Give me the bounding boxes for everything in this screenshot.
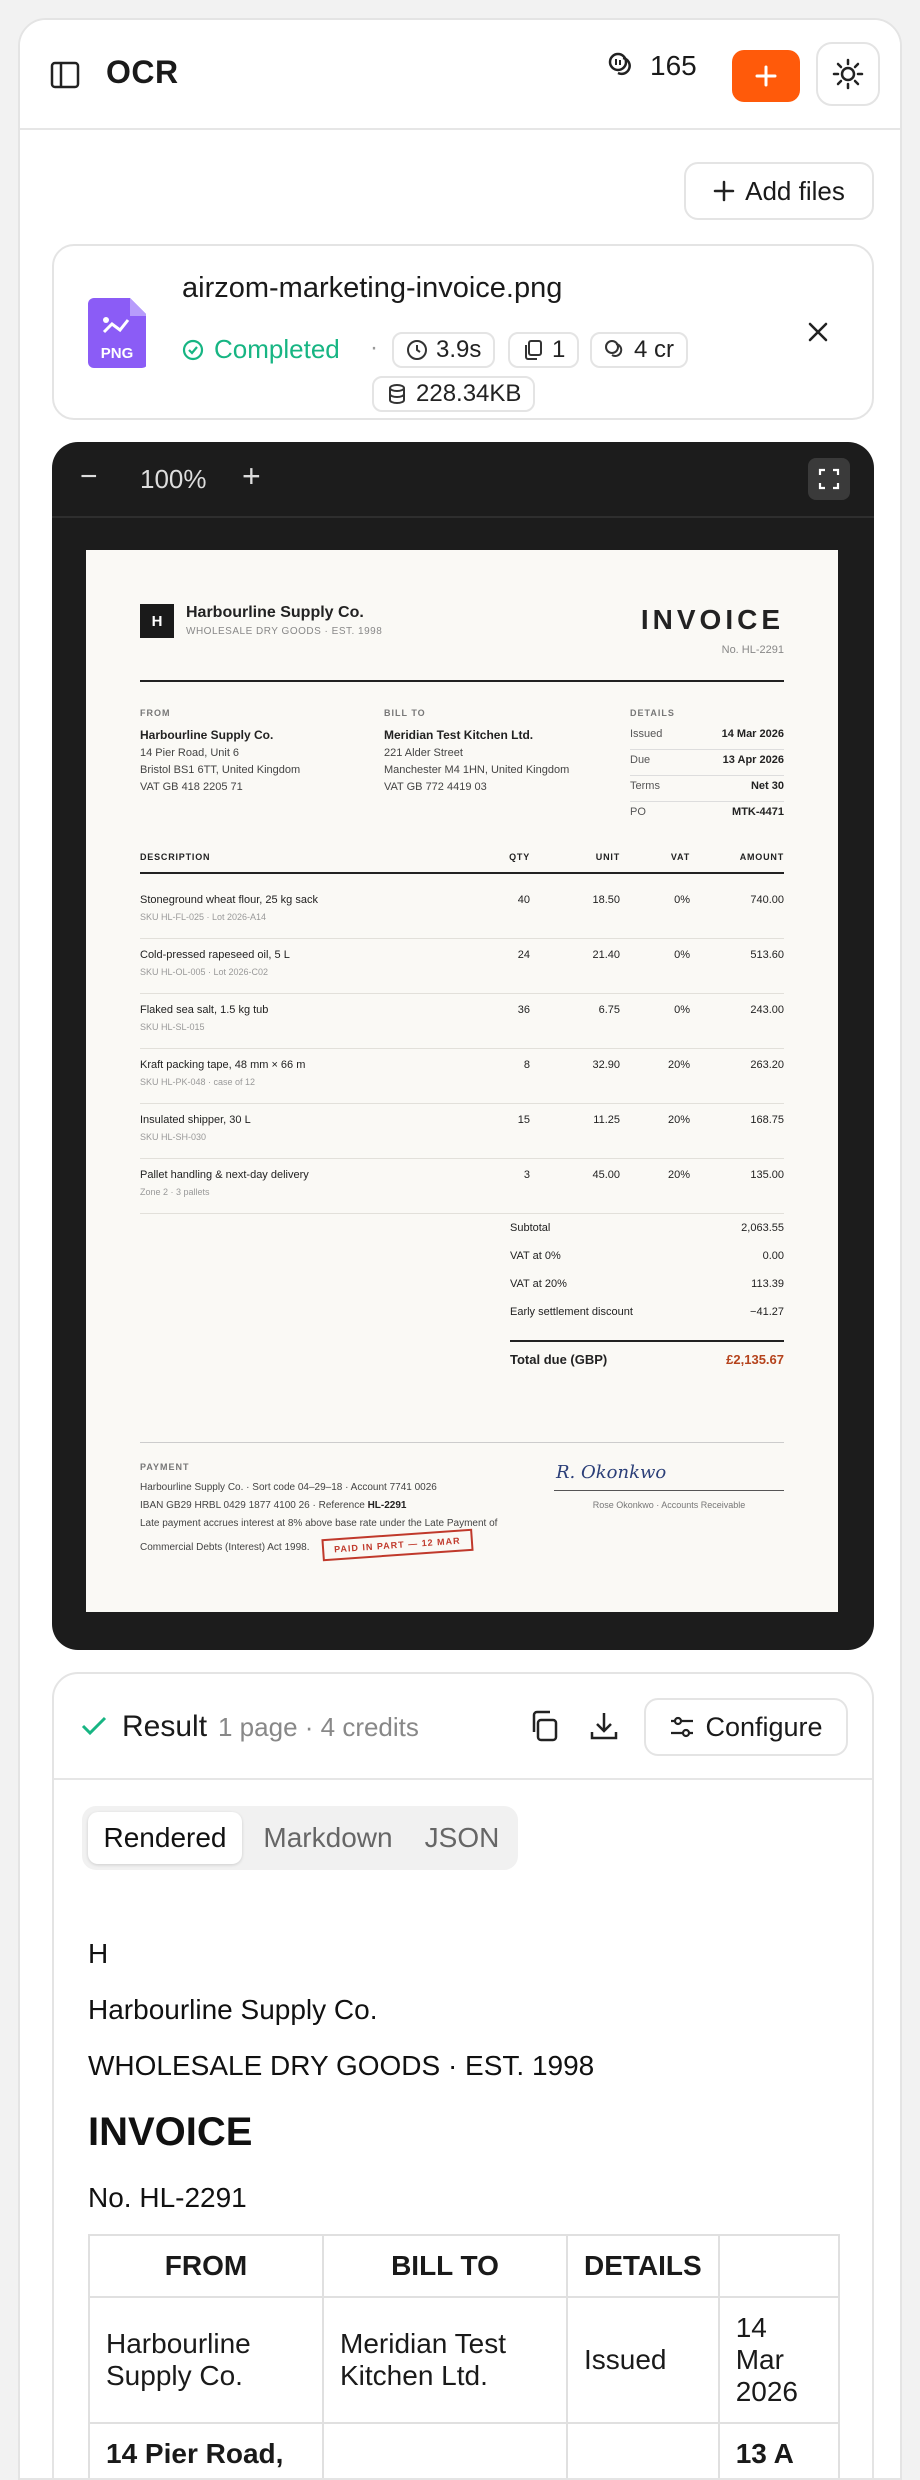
- credits-counter[interactable]: [606, 50, 697, 82]
- bill-to-name: Meridian Test Kitchen Ltd.: [384, 728, 534, 742]
- total-due-label: Total due (GBP): [510, 1352, 608, 1367]
- company-tagline: WHOLESALE DRY GOODS · EST. 1998: [186, 626, 383, 637]
- from-line: VAT GB 418 2205 71: [140, 781, 243, 793]
- add-files-label: Add files: [745, 175, 845, 206]
- item-vat: 20%: [667, 1169, 690, 1181]
- item-vat: 20%: [667, 1114, 690, 1126]
- header-rule: [140, 680, 784, 682]
- theme-toggle-button[interactable]: [816, 42, 880, 106]
- item-unit: 6.75: [598, 1004, 620, 1016]
- rendered-line: No. HL-2291: [88, 2182, 247, 2213]
- rendered-heading: INVOICE: [88, 2110, 253, 2154]
- invoice-line-item: [140, 1159, 784, 1214]
- from-line: Bristol BS1 6TT, United Kingdom: [140, 764, 301, 776]
- item-qty: 15: [517, 1114, 530, 1126]
- item-sku: SKU HL-PK-048 · case of 12: [140, 1077, 256, 1087]
- item-description: Cold-pressed rapeseed oil, 5 L: [140, 949, 290, 961]
- item-amount: 243.00: [750, 1004, 784, 1016]
- sun-icon: [832, 58, 864, 90]
- details-row: Issued 14 Mar 2026: [630, 728, 784, 750]
- details-row: Terms Net 30: [630, 780, 784, 802]
- item-sku: SKU HL-SH-030: [140, 1132, 207, 1142]
- invoice-title: INVOICE: [640, 604, 784, 635]
- configure-label: Configure: [705, 1711, 823, 1742]
- app-title: OCR: [106, 54, 179, 90]
- footer-rule: [140, 1442, 784, 1443]
- fullscreen-button[interactable]: [808, 458, 850, 500]
- coins-icon: [606, 50, 638, 82]
- invoice-line-item: [140, 1104, 784, 1159]
- table-cell: Meridian Test Kitchen Ltd.: [323, 2297, 567, 2423]
- item-amount: 263.20: [750, 1059, 784, 1071]
- item-qty: 24: [517, 949, 530, 961]
- item-sku: SKU HL-FL-025 · Lot 2026-A14: [140, 912, 267, 922]
- from-label: FROM: [140, 708, 171, 718]
- new-job-button[interactable]: [732, 50, 800, 102]
- pages-icon: [522, 339, 544, 361]
- rendered-line: Harbourline Supply Co.: [88, 1994, 378, 2025]
- totals-row: [510, 1222, 784, 1244]
- item-amount: 740.00: [750, 894, 784, 906]
- table-row: [89, 2423, 839, 2480]
- pages-chip: [508, 332, 579, 368]
- details-row: Due 13 Apr 2026: [630, 754, 784, 776]
- table-header: FROM: [89, 2235, 323, 2297]
- sliders-icon: [669, 1715, 695, 1739]
- item-vat: 20%: [667, 1059, 690, 1071]
- item-vat: 0%: [674, 894, 690, 906]
- items-header: DESCRIPTION QTY UNIT VAT AMOUNT: [140, 852, 784, 874]
- table-header-row: [89, 2235, 839, 2297]
- database-icon: [386, 383, 408, 405]
- totals-row: [510, 1250, 784, 1272]
- item-qty: 40: [517, 894, 530, 906]
- top-bar: [20, 20, 900, 130]
- item-sku: SKU HL-OL-005 · Lot 2026-C02: [140, 967, 269, 977]
- item-amount: 513.60: [750, 949, 784, 961]
- rendered-line: H: [88, 1938, 109, 1969]
- download-icon: [588, 1710, 620, 1742]
- paid-stamp: PAID IN PART — 12 MAR: [321, 1529, 473, 1561]
- invoice-line-item: [140, 884, 784, 939]
- rendered-line: WHOLESALE DRY GOODS · EST. 1998: [88, 2050, 595, 2081]
- payment-line: Commercial Debts (Interest) Act 1998.: [140, 1542, 310, 1553]
- time-value: 3.9s: [436, 336, 482, 363]
- zoom-out-button[interactable]: −: [80, 460, 98, 493]
- item-vat: 0%: [674, 949, 690, 961]
- sidebar-toggle-icon[interactable]: [48, 58, 82, 92]
- item-description: Kraft packing tape, 48 mm × 66 m: [140, 1059, 306, 1071]
- item-amount: 168.75: [750, 1114, 784, 1126]
- totals-row: [510, 1306, 784, 1328]
- status-text: Completed: [214, 334, 340, 364]
- table-header: [719, 2235, 839, 2297]
- view-tabs: [82, 1806, 518, 1870]
- item-unit: 18.50: [592, 894, 620, 906]
- invoice-page: [86, 550, 838, 1612]
- item-description: Flaked sea salt, 1.5 kg tub: [140, 1004, 269, 1016]
- table-cell: Harbourline Supply Co.: [89, 2297, 323, 2423]
- plus-icon: [713, 180, 735, 202]
- credits-value: 4 cr: [634, 336, 675, 363]
- pages-value: 1: [552, 336, 566, 363]
- item-description: Insulated shipper, 30 L: [140, 1114, 251, 1126]
- table-cell: [567, 2423, 719, 2480]
- copy-button[interactable]: [522, 1704, 566, 1748]
- bill-to-line: VAT GB 772 4419 03: [384, 781, 487, 793]
- item-sku: SKU HL-SL-015: [140, 1022, 205, 1032]
- totals-value: 2,063.55: [741, 1222, 784, 1234]
- result-title: Result: [122, 1710, 208, 1743]
- close-icon[interactable]: [798, 312, 838, 352]
- download-button[interactable]: [582, 1704, 626, 1748]
- invoice-line-item: [140, 994, 784, 1049]
- zoom-level: 100%: [140, 464, 207, 494]
- logo-mark: H: [140, 604, 174, 638]
- payment-label: PAYMENT: [140, 1462, 190, 1472]
- bill-to-line: Manchester M4 1HN, United Kingdom: [384, 764, 570, 776]
- table-header: DETAILS: [567, 2235, 719, 2297]
- item-qty: 36: [517, 1004, 530, 1016]
- item-amount: 135.00: [750, 1169, 784, 1181]
- tab-markdown[interactable]: Markdown: [263, 1822, 393, 1853]
- totals-label: Subtotal: [510, 1222, 551, 1234]
- signature: R. Okonkwo: [556, 1462, 667, 1483]
- payment-line: Late payment accrues interest at 8% above base rate under the Late Payment of: [140, 1518, 498, 1529]
- check-circle-icon: [182, 339, 204, 361]
- document-viewer: [52, 442, 874, 1650]
- payment-line: IBAN GB29 HRBL 0429 1877 4100 26 · Reference HL-2291: [140, 1500, 407, 1511]
- table-cell: 14 Mar 2026: [719, 2297, 839, 2423]
- item-unit: 45.00: [592, 1169, 620, 1181]
- details-label: DETAILS: [630, 708, 675, 718]
- file-badge: PNG: [100, 345, 134, 362]
- item-unit: 32.90: [592, 1059, 620, 1071]
- table-cell: Issued: [567, 2297, 719, 2423]
- app-window: [18, 18, 902, 2480]
- result-meta: 1 page · 4 credits: [218, 1712, 419, 1742]
- rendered-table: [88, 2234, 840, 2480]
- zoom-in-button[interactable]: +: [242, 458, 261, 494]
- totals-value: 0.00: [762, 1250, 784, 1262]
- table-row: [89, 2297, 839, 2423]
- invoice-line-item: [140, 939, 784, 994]
- total-due-value: £2,135.67: [726, 1352, 784, 1367]
- item-description: Pallet handling & next-day delivery: [140, 1169, 309, 1181]
- item-qty: 3: [523, 1169, 530, 1181]
- totals-label: VAT at 20%: [510, 1278, 567, 1290]
- table-cell: 13 A: [719, 2423, 839, 2480]
- size-chip: [372, 376, 535, 412]
- company-name: Harbourline Supply Co.: [186, 604, 364, 621]
- from-name: Harbourline Supply Co.: [140, 728, 274, 742]
- item-qty: 8: [523, 1059, 530, 1071]
- plus-icon: [754, 64, 778, 88]
- coins-icon: [604, 339, 626, 361]
- payment-line: Harbourline Supply Co. · Sort code 04–29–18 · Account 7741 0026: [140, 1482, 437, 1493]
- item-sku: Zone 2 · 3 pallets: [140, 1187, 210, 1197]
- tab-json[interactable]: JSON: [424, 1822, 500, 1853]
- result-header: [54, 1674, 872, 1780]
- viewer-toolbar: [52, 442, 874, 518]
- credits-chip: [590, 332, 688, 368]
- check-icon: [80, 1714, 108, 1738]
- invoice-line-item: [140, 1049, 784, 1104]
- size-value: 228.34KB: [416, 380, 522, 407]
- from-line: 14 Pier Road, Unit 6: [140, 747, 240, 759]
- add-files-button[interactable]: [684, 162, 874, 220]
- file-name: airzom-marketing-invoice.png: [182, 272, 563, 304]
- details-row: PO MTK-4471: [630, 806, 784, 818]
- totals-value: −41.27: [750, 1306, 784, 1318]
- totals-label: VAT at 0%: [510, 1250, 561, 1262]
- item-description: Stoneground wheat flour, 25 kg sack: [140, 894, 318, 906]
- bill-to-line: 221 Alder Street: [384, 747, 463, 759]
- item-unit: 21.40: [592, 949, 620, 961]
- total-rule: [510, 1340, 784, 1342]
- separator-dot: ·: [370, 334, 378, 361]
- table-cell: [323, 2423, 567, 2480]
- item-vat: 0%: [674, 1004, 690, 1016]
- signer-name: Rose Okonkwo · Accounts Receivable: [592, 1500, 746, 1510]
- totals-row: [510, 1278, 784, 1300]
- table-header: BILL TO: [323, 2235, 567, 2297]
- signature-rule: [554, 1490, 784, 1491]
- fullscreen-icon: [818, 468, 840, 490]
- time-chip: [392, 332, 495, 368]
- invoice-number: No. HL-2291: [721, 644, 784, 656]
- credits-value: 165: [650, 50, 697, 81]
- tab-rendered[interactable]: Rendered: [88, 1812, 242, 1864]
- file-card: [52, 244, 874, 420]
- totals-value: 113.39: [751, 1278, 784, 1290]
- copy-icon: [528, 1710, 560, 1742]
- clock-icon: [406, 339, 428, 361]
- item-unit: 11.25: [593, 1114, 620, 1126]
- bill-to-label: BILL TO: [384, 708, 426, 718]
- configure-button[interactable]: [644, 1698, 848, 1756]
- result-panel: [52, 1672, 874, 2480]
- totals-label: Early settlement discount: [510, 1306, 633, 1318]
- table-cell: 14 Pier Road,: [89, 2423, 323, 2480]
- png-file-icon: [88, 298, 146, 368]
- status-badge: [182, 334, 340, 365]
